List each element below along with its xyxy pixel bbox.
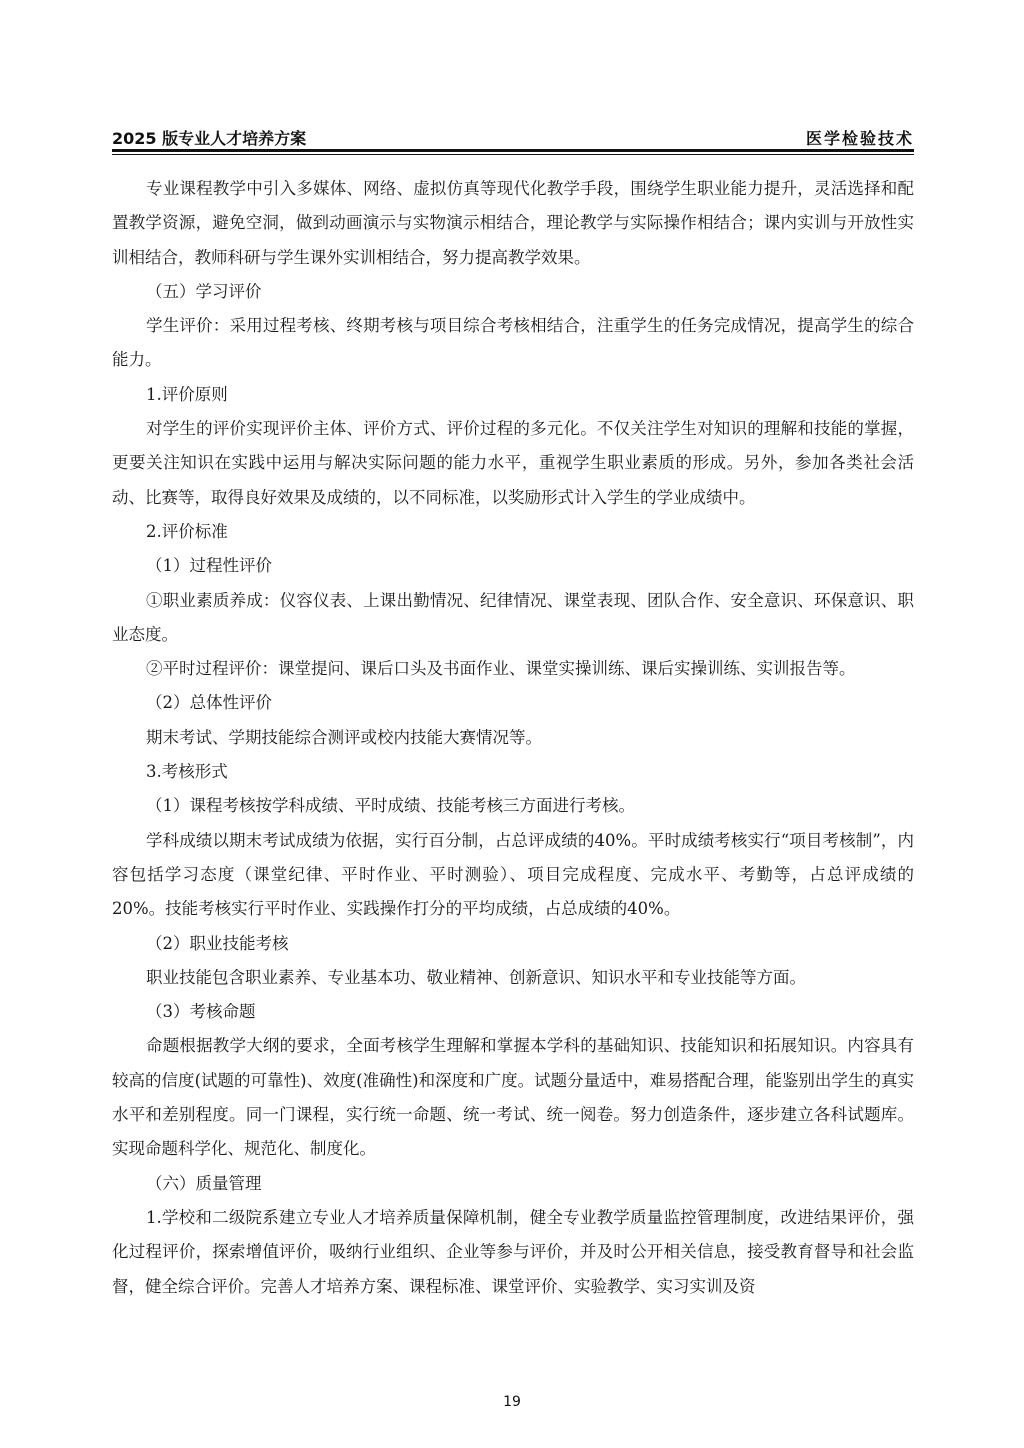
- paragraph: 1.学校和二级院系建立专业人才培养质量保障机制，健全专业教学质量监控管理制度，改进结果评价，强化过程评价，探索增值评价，吸纳行业组织、企业等参与评价，并及时公开相关信息，接受教育督导和社会监督，健全综合评价。完善人才培养方案、课程标准、课堂评价、实验教学、实习实训及资: [112, 1207, 914, 1296]
- document-body: [112, 172, 914, 1304]
- item-heading: （1）课程考核按学科成绩、平时成绩、技能考核三方面进行考核。: [146, 796, 635, 816]
- header-major: 医学检验技术: [805, 129, 914, 148]
- subsection-heading: 1.评价原则: [146, 384, 228, 404]
- paragraph: 期末考试、学期技能综合测评或校内技能大赛情况等。: [146, 727, 542, 747]
- header-title: 2025 版专业人才培养方案: [112, 129, 307, 148]
- header-rule-thin: [112, 154, 914, 155]
- paragraph: 学生评价：采用过程考核、终期考核与项目综合考核相结合，注重学生的任务完成情况，提高学生的综合能力。: [112, 316, 914, 370]
- paragraph: 学科成绩以期末考试成绩为依据，实行百分制，占总评成绩的40%。平时成绩考核实行“项目考核制”，内容包括学习态度（课堂纪律、平时作业、平时测验）、项目完成程度、完成水平、考勤等，占总评成绩的20%。技能考核实行平时作业、实践操作打分的平均成绩，占总成绩的40%。: [112, 830, 914, 919]
- paragraph: 对学生的评价实现评价主体、评价方式、评价过程的多元化。不仅关注学生对知识的理解和技能的掌握，更要关注知识在实践中运用与解决实际问题的能力水平，重视学生职业素质的形成。另外，参加各类社会活动、比赛等，取得良好效果及成绩的，以不同标准，以奖励形式计入学生的学业成绩中。: [112, 419, 914, 507]
- item-heading: （2）总体性评价: [146, 693, 272, 713]
- section-heading: （六）质量管理: [146, 1173, 262, 1193]
- subsection-heading: 3.考核形式: [146, 762, 228, 782]
- header-rule-thick: [112, 149, 914, 152]
- subsection-heading: 2.评价标准: [146, 521, 228, 541]
- paragraph: ①职业素质养成：仪容仪表、上课出勤情况、纪律情况、课堂表现、团队合作、安全意识、环保意识、职业态度。: [112, 590, 914, 644]
- paragraph: ②平时过程评价：课堂提问、课后口头及书面作业、课堂实操训练、课后实操训练、实训报告等。: [146, 659, 856, 679]
- page-number: 19: [503, 1394, 521, 1410]
- page-header: [112, 124, 914, 148]
- paragraph: 命题根据教学大纲的要求，全面考核学生理解和掌握本学科的基础知识、技能知识和拓展知识。内容具有较高的信度(试题的可靠性)、效度(准确性)和深度和广度。试题分量适中，难易搭配合理，能鉴别出学生的真实水平和差别程度。同一门课程，实行统一命题、统一考试、统一阅卷。努力创造条件，逐步建立各科试题库。实现命题科学化、规范化、制度化。: [112, 1036, 914, 1159]
- section-heading: （五）学习评价: [146, 281, 262, 301]
- item-heading: （1）过程性评价: [146, 556, 272, 576]
- item-heading: （3）考核命题: [146, 1002, 256, 1022]
- paragraph: 专业课程教学中引入多媒体、网络、虚拟仿真等现代化教学手段，围绕学生职业能力提升，灵活选择和配置教学资源，避免空洞，做到动画演示与实物演示相结合，理论教学与实际操作相结合；课内实训与开放性实训相结合，教师科研与学生课外实训相结合，努力提高教学效果。: [112, 179, 914, 267]
- paragraph: 职业技能包含职业素养、专业基本功、敬业精神、创新意识、知识水平和专业技能等方面。: [146, 967, 806, 987]
- item-heading: （2）职业技能考核: [146, 933, 289, 953]
